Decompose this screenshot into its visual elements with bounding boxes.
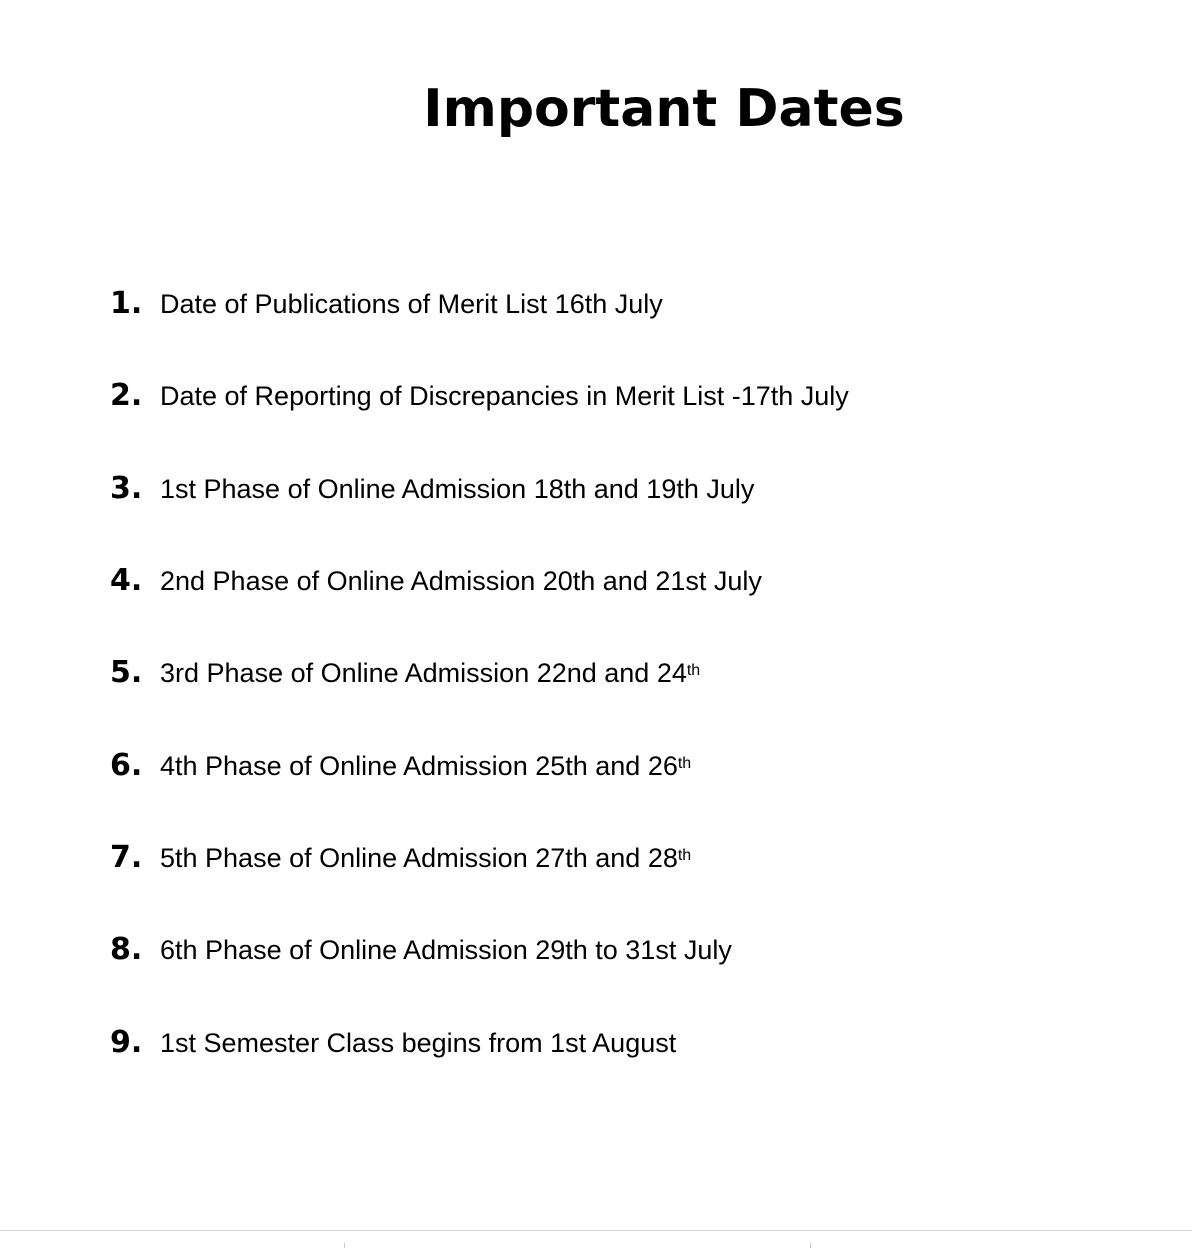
list-item: 5. 3rd Phase of Online Admission 22nd and 24 $^{th}$ bbox=[110, 653, 700, 693]
list-item bbox=[110, 930, 732, 970]
item-text: 5th Phase of Online Admission 27th and 28 bbox=[160, 843, 678, 873]
item-text: 4th Phase of Online Admission 25th and 26 bbox=[160, 751, 678, 781]
item-number: 3. bbox=[110, 471, 143, 506]
list-item: 7. 5th Phase of Online Admission 27th and 28 $^{th}$ bbox=[110, 838, 691, 878]
item-text: Date of Publications of Merit List 16th July bbox=[160, 289, 663, 319]
item-number: 9. bbox=[110, 1025, 143, 1060]
page-divider bbox=[0, 1230, 1192, 1231]
item-text: 1st Semester Class begins from 1st August bbox=[160, 1028, 677, 1058]
item-number: 7. bbox=[110, 840, 143, 875]
item-text: 6th Phase of Online Admission 29th to 31st July bbox=[160, 935, 732, 965]
ruler-tick bbox=[810, 1243, 811, 1248]
list-item: 6. 4th Phase of Online Admission 25th and 26 $^{th}$ bbox=[110, 746, 691, 786]
item-number: 5. bbox=[110, 655, 143, 690]
ruler-tick bbox=[344, 1243, 345, 1248]
item-number: 6. bbox=[110, 748, 143, 783]
item-text: 3rd Phase of Online Admission 22nd and 24 bbox=[160, 658, 687, 688]
item-text: 2nd Phase of Online Admission 20th and 21st July bbox=[160, 566, 762, 596]
item-text: Date of Reporting of Discrepancies in Merit List -17th July bbox=[160, 381, 849, 411]
list-item bbox=[110, 561, 762, 601]
item-number: 2. bbox=[110, 378, 143, 413]
item-number: 1. bbox=[110, 286, 143, 321]
list-item bbox=[110, 284, 663, 324]
item-text: 1st Phase of Online Admission 18th and 19th July bbox=[160, 474, 755, 504]
page-title: Important Dates bbox=[423, 79, 905, 139]
item-number: 4. bbox=[110, 563, 143, 598]
item-number: 8. bbox=[110, 932, 143, 967]
list-item bbox=[110, 376, 849, 416]
list-item bbox=[110, 1023, 676, 1063]
list-item bbox=[110, 469, 754, 509]
